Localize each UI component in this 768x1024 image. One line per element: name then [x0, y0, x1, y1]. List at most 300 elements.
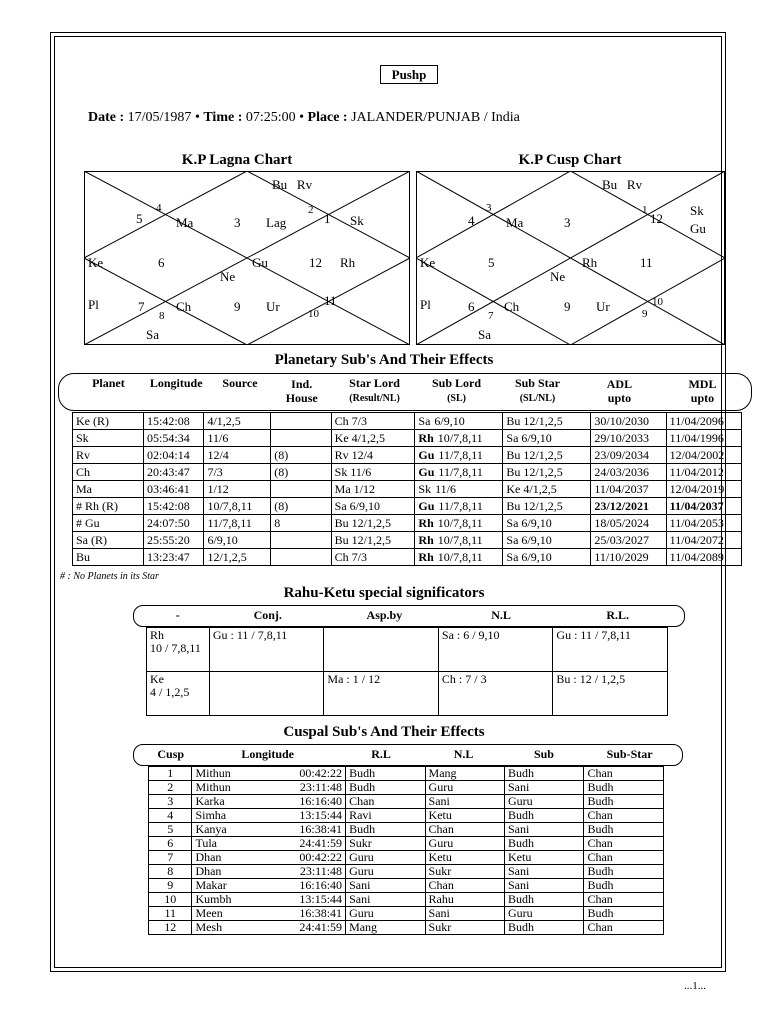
table-cell: Bu 12/1,2,5: [331, 532, 415, 549]
table-cell: Sani: [505, 879, 584, 893]
lagna-house-num: 10: [308, 308, 319, 320]
table-cell: Ke 4/1,2,5: [503, 481, 591, 498]
table-cell: 11/6: [204, 430, 271, 447]
lagna-planets: Sa: [146, 327, 159, 342]
col-adl: ADL upto: [606, 377, 633, 405]
cusp-house-num: 11: [640, 255, 653, 270]
lagna-house-num: 5: [136, 211, 143, 226]
table-cell: 11/04/2096: [666, 413, 741, 430]
table-cell: 11/04/2012: [666, 464, 741, 481]
cusp-house-num: 12: [650, 211, 663, 226]
table-cell: 24:07:50: [144, 515, 204, 532]
cusp-house-num: 10: [652, 296, 663, 308]
sub-lord-name: Rh: [418, 549, 434, 564]
cusp-planets: Sa: [478, 327, 491, 342]
table-cell: 16:16:40: [275, 795, 345, 809]
table-cell: Sa 6/9,10: [503, 515, 591, 532]
table-cell: # Rh (R): [73, 498, 144, 515]
table-cell: Rahu: [425, 893, 504, 907]
table-cell: Guru: [425, 837, 504, 851]
table-cell: Budh: [505, 893, 584, 907]
cusp-planets: Sk: [690, 203, 704, 218]
col-aspby: Asp.by: [366, 608, 403, 622]
table-row: [149, 879, 664, 893]
table-cell: 18/05/2024: [591, 515, 666, 532]
lagna-planets: Gu: [252, 255, 268, 270]
sub-lord-name: Gu: [418, 464, 435, 479]
table-cell: 23/09/2034: [591, 447, 666, 464]
sub-lord-cell: [415, 413, 503, 430]
lagna-chart-title: K.P Lagna Chart: [181, 152, 293, 168]
table-row: [73, 549, 742, 566]
cusp-house-num: 7: [488, 310, 494, 322]
table-cell: 12/04/2019: [666, 481, 741, 498]
table-row: [149, 823, 664, 837]
table-cell: Ma : 1 / 12: [324, 672, 438, 716]
table-cell: 11/04/1996: [666, 430, 741, 447]
sub-lord-houses: 11/7,8,11: [438, 464, 483, 479]
table-cell: 4: [149, 809, 192, 823]
time-label: Time :: [203, 110, 243, 125]
table-cell: Chan: [425, 879, 504, 893]
cusp-house-num: 6: [468, 299, 475, 314]
place-label: Place :: [307, 110, 348, 125]
table-cell: Budh: [584, 865, 664, 879]
lagna-house-num: 1: [324, 211, 331, 226]
table-cell: Sani: [346, 893, 425, 907]
sub-lord-name: Rh: [418, 515, 434, 530]
node-cell: [147, 672, 210, 716]
table-cell: Sani: [346, 879, 425, 893]
table-cell: Bu 12/1,2,5: [503, 447, 591, 464]
table-cell: 6: [149, 837, 192, 851]
cusp-house-num: 3: [564, 215, 571, 230]
lagna-planets: Rh: [340, 255, 356, 270]
cusp-planets: Pl: [420, 297, 431, 312]
table-cell: 12: [149, 921, 192, 935]
table-cell: Ch 7/3: [331, 413, 415, 430]
table-cell: [271, 481, 331, 498]
table-cell: Ketu: [425, 809, 504, 823]
table-cell: Chan: [584, 809, 664, 823]
table-cell: (8): [271, 498, 331, 515]
table-cell: Sk: [73, 430, 144, 447]
table-cell: Sa 6/9,10: [331, 498, 415, 515]
sub-lord-houses: 10/7,8,11: [437, 515, 483, 530]
table-cell: 7/3: [204, 464, 271, 481]
table-cell: 20:43:47: [144, 464, 204, 481]
table-cell: 9: [149, 879, 192, 893]
lagna-house-num: 2: [308, 204, 314, 216]
table-cell: 8: [149, 865, 192, 879]
table-row: [73, 532, 742, 549]
table-cell: Guru: [505, 907, 584, 921]
table-cell: Budh: [505, 809, 584, 823]
table-cell: 11/04/2037: [591, 481, 666, 498]
rahu-ketu-title: Rahu-Ketu special significators: [283, 585, 485, 601]
table-row: [147, 672, 668, 716]
table-row: [73, 464, 742, 481]
table-cell: Ch 7/3: [331, 549, 415, 566]
table-cell: 11: [149, 907, 192, 921]
table-cell: Bu 12/1,2,5: [503, 464, 591, 481]
lagna-chart: [84, 171, 410, 345]
table-cell: 25/03/2027: [591, 532, 666, 549]
table-cell: 24:41:59: [275, 837, 345, 851]
table-cell: Sani: [505, 865, 584, 879]
cuspal-table: [148, 766, 664, 935]
sub-lord-houses: 6/9,10: [434, 413, 465, 428]
lagna-house-num: 7: [138, 299, 145, 314]
table-cell: Rv 12/4: [331, 447, 415, 464]
table-cell: 4/1,2,5: [204, 413, 271, 430]
col-sub-star: Sub-Star: [606, 747, 653, 761]
sub-lord-name: Rh: [418, 532, 434, 547]
sub-lord-houses: 10/7,8,11: [437, 532, 483, 547]
cusp-chart: [416, 171, 725, 345]
sub-lord-name: Gu: [418, 498, 435, 513]
table-cell: Budh: [505, 921, 584, 935]
table-cell: Budh: [346, 781, 425, 795]
table-cell: 13:15:44: [275, 809, 345, 823]
col-conj: Conj.: [253, 608, 282, 622]
cusp-planets: Bu Rv: [602, 177, 643, 192]
table-cell: Rv: [73, 447, 144, 464]
col-longitude: Longitude: [241, 747, 294, 761]
node-name: Ke: [150, 672, 164, 686]
table-cell: Guru: [346, 907, 425, 921]
planetary-header: [74, 376, 744, 406]
lagna-planets: Pl: [88, 297, 99, 312]
table-cell: Mang: [425, 767, 504, 781]
table-cell: [324, 628, 438, 672]
table-cell: Chan: [584, 921, 664, 935]
col-rl: R.L: [371, 747, 391, 761]
table-cell: Budh: [346, 823, 425, 837]
lagna-planets: Ke: [88, 255, 104, 270]
table-cell: Bu 12/1,2,5: [503, 498, 591, 515]
sub-lord-cell: [415, 430, 503, 447]
sub-lord-cell: [415, 549, 503, 566]
sub-lord-houses: 11/6: [435, 481, 456, 496]
table-cell: 15:42:08: [144, 498, 204, 515]
table-cell: 2: [149, 781, 192, 795]
table-cell: Dhan: [192, 851, 275, 865]
table-cell: Sukr: [425, 865, 504, 879]
table-cell: 13:15:44: [275, 893, 345, 907]
sub-lord-cell: [415, 481, 503, 498]
table-cell: Bu: [73, 549, 144, 566]
col-ind-house: Ind. House: [285, 377, 318, 405]
node-cell: [147, 628, 210, 672]
table-cell: 3: [149, 795, 192, 809]
table-cell: Budh: [505, 767, 584, 781]
table-cell: Sani: [505, 823, 584, 837]
sub-lord-cell: [415, 515, 503, 532]
table-cell: Mang: [346, 921, 425, 935]
sub-lord-cell: [415, 532, 503, 549]
cusp-planets: Ke: [420, 255, 436, 270]
table-cell: Chan: [425, 823, 504, 837]
lagna-planets: Bu Rv: [272, 177, 313, 192]
cusp-house-num: 9: [564, 299, 571, 314]
table-cell: Gu : 11 / 7,8,11: [209, 628, 324, 672]
table-cell: Sukr: [425, 921, 504, 935]
table-cell: Ketu: [505, 851, 584, 865]
col-mdl: MDL upto: [688, 377, 717, 405]
table-cell: [271, 549, 331, 566]
table-cell: 11/7,8,11: [204, 515, 271, 532]
table-row: [149, 921, 664, 935]
table-cell: 11/04/2072: [666, 532, 741, 549]
cusp-house-num: 9: [642, 308, 648, 320]
col-nl: N.L: [491, 608, 511, 622]
table-cell: 03:46:41: [144, 481, 204, 498]
table-row: [149, 893, 664, 907]
table-cell: 11/04/2037: [666, 498, 741, 515]
table-cell: Sk 11/6: [331, 464, 415, 481]
table-cell: Chan: [584, 893, 664, 907]
place-value: JALANDER/PUNJAB / India: [351, 110, 520, 125]
table-cell: 8: [271, 515, 331, 532]
lagna-house-num: 3: [234, 215, 241, 230]
cusp-house-num: 5: [488, 255, 495, 270]
table-cell: Budh: [346, 767, 425, 781]
table-cell: Bu 12/1,2,5: [503, 413, 591, 430]
lagna-house-num: 6: [158, 255, 165, 270]
table-cell: Budh: [584, 879, 664, 893]
table-cell: 23/12/2021: [591, 498, 666, 515]
table-cell: Ketu: [425, 851, 504, 865]
page-number: ...1...: [684, 980, 706, 992]
table-cell: 10: [149, 893, 192, 907]
table-cell: Dhan: [192, 865, 275, 879]
lagna-house-num: 8: [159, 310, 165, 322]
lagna-planets: Ch: [176, 299, 192, 314]
lagna-house-num: 9: [234, 299, 241, 314]
cusp-planets: Gu: [690, 221, 706, 236]
cuspal-title: Cuspal Sub's And Their Effects: [283, 724, 485, 740]
date-value: 17/05/1987: [127, 110, 192, 125]
table-cell: 15:42:08: [144, 413, 204, 430]
separator: •: [299, 110, 305, 125]
table-cell: 02:04:14: [144, 447, 204, 464]
table-cell: 23:11:48: [275, 865, 345, 879]
col-nl: N.L: [453, 747, 474, 761]
table-cell: Sukr: [346, 837, 425, 851]
lagna-planets: Ne: [220, 269, 236, 284]
cusp-planets: Ch: [504, 299, 520, 314]
table-cell: # Gu: [73, 515, 144, 532]
lagna-planets: Sk: [350, 213, 364, 228]
node-houses: 4 / 1,2,5: [150, 685, 190, 699]
table-row: [73, 447, 742, 464]
lagna-house-num: 11: [324, 293, 337, 308]
table-cell: Chan: [584, 837, 664, 851]
table-cell: Chan: [346, 795, 425, 809]
table-cell: 10/7,8,11: [204, 498, 271, 515]
table-cell: Guru: [346, 865, 425, 879]
table-cell: 6/9,10: [204, 532, 271, 549]
table-cell: Meen: [192, 907, 275, 921]
table-cell: Ke 4/1,2,5: [331, 430, 415, 447]
table-cell: Sa (R): [73, 532, 144, 549]
table-row: [149, 809, 664, 823]
time-value: 07:25:00: [245, 110, 296, 125]
table-row: [149, 851, 664, 865]
table-cell: 00:42:22: [275, 851, 345, 865]
cusp-house-num: 4: [468, 213, 475, 228]
col-longitude: Longitude: [149, 376, 203, 390]
col-sub-star: Sub Star (SL/NL): [514, 376, 560, 404]
table-cell: Guru: [346, 851, 425, 865]
table-cell: 24:41:59: [275, 921, 345, 935]
table-cell: 25:55:20: [144, 532, 204, 549]
table-cell: Kumbh: [192, 893, 275, 907]
table-row: [149, 767, 664, 781]
col-cusp: Cusp: [157, 747, 185, 761]
date-label: Date :: [88, 110, 125, 125]
table-cell: 7: [149, 851, 192, 865]
sub-lord-cell: [415, 464, 503, 481]
table-cell: [271, 413, 331, 430]
table-cell: [271, 430, 331, 447]
table-cell: 29/10/2033: [591, 430, 666, 447]
table-cell: 13:23:47: [144, 549, 204, 566]
separator: •: [194, 110, 200, 125]
sub-lord-name: Sk: [418, 481, 432, 496]
table-cell: Makar: [192, 879, 275, 893]
table-cell: 00:42:22: [275, 767, 345, 781]
table-cell: 16:16:40: [275, 879, 345, 893]
cusp-planets: Ur: [596, 299, 610, 314]
table-row: [149, 907, 664, 921]
col-rl: R.L.: [606, 608, 629, 622]
sub-lord-name: Rh: [418, 430, 434, 445]
table-cell: [209, 672, 324, 716]
cusp-chart-title: K.P Cusp Chart: [518, 152, 622, 168]
table-cell: 11/10/2029: [591, 549, 666, 566]
table-cell: 16:38:41: [275, 907, 345, 921]
table-row: [147, 628, 668, 672]
table-cell: 30/10/2030: [591, 413, 666, 430]
table-row: [73, 481, 742, 498]
col-source: Source: [222, 376, 258, 390]
cuspal-header: [146, 747, 676, 761]
lagna-planets: Ma: [176, 215, 194, 230]
table-cell: Budh: [584, 795, 664, 809]
table-cell: 11/04/2053: [666, 515, 741, 532]
table-cell: Ma: [73, 481, 144, 498]
sub-lord-name: Sa: [418, 413, 431, 428]
cusp-planets: Rh: [582, 255, 598, 270]
table-cell: Sani: [425, 795, 504, 809]
cusp-planets: Ma: [506, 215, 524, 230]
col-sub-lord: Sub Lord (SL): [432, 376, 482, 404]
sub-lord-cell: [415, 498, 503, 515]
sub-lord-houses: 10/7,8,11: [437, 549, 483, 564]
sub-lord-name: Gu: [418, 447, 435, 462]
table-cell: Karka: [192, 795, 275, 809]
planetary-table: [72, 412, 742, 566]
table-cell: Sa 6/9,10: [503, 532, 591, 549]
table-cell: (8): [271, 447, 331, 464]
lagna-planets: Lag: [266, 215, 287, 230]
table-row: [149, 781, 664, 795]
table-cell: Gu : 11 / 7,8,11: [553, 628, 668, 672]
table-cell: 11/04/2089: [666, 549, 741, 566]
planetary-note: # : No Planets in its Star: [60, 571, 159, 582]
table-cell: Budh: [584, 781, 664, 795]
col-planet: Planet: [92, 376, 125, 390]
table-cell: 24/03/2036: [591, 464, 666, 481]
lagna-planets: Ur: [266, 299, 280, 314]
table-cell: Mithun: [192, 767, 275, 781]
table-cell: 12/04/2002: [666, 447, 741, 464]
rahu-ketu-header: [146, 608, 676, 622]
node-name: Rh: [150, 628, 165, 642]
table-cell: Ch: [73, 464, 144, 481]
sub-lord-houses: 11/7,8,11: [438, 447, 483, 462]
table-cell: 16:38:41: [275, 823, 345, 837]
table-cell: Chan: [584, 767, 664, 781]
table-cell: 23:11:48: [275, 781, 345, 795]
table-cell: 12/1,2,5: [204, 549, 271, 566]
native-name: Pushp: [380, 65, 438, 84]
lagna-house-num: 4: [156, 202, 162, 214]
sub-lord-houses: 11/7,8,11: [438, 498, 483, 513]
table-cell: Sa : 6 / 9,10: [438, 628, 553, 672]
col-sub: Sub: [533, 747, 554, 761]
table-cell: Bu 12/1,2,5: [331, 515, 415, 532]
table-cell: Mithun: [192, 781, 275, 795]
table-cell: 1: [149, 767, 192, 781]
table-cell: Bu : 12 / 1,2,5: [553, 672, 668, 716]
lagna-house-num: 12: [309, 255, 322, 270]
table-cell: 1/12: [204, 481, 271, 498]
table-cell: Guru: [425, 781, 504, 795]
table-cell: Sa 6/9,10: [503, 430, 591, 447]
table-cell: Ch : 7 / 3: [438, 672, 553, 716]
table-cell: Sa 6/9,10: [503, 549, 591, 566]
table-cell: Kanya: [192, 823, 275, 837]
col-star-lord: Star Lord (Result/NL): [349, 376, 400, 404]
table-cell: Budh: [584, 907, 664, 921]
cusp-planets: Ne: [550, 269, 566, 284]
table-row: [73, 498, 742, 515]
sub-lord-houses: 10/7,8,11: [437, 430, 483, 445]
table-row: [73, 413, 742, 430]
table-cell: Budh: [505, 837, 584, 851]
table-row: [149, 865, 664, 879]
table-cell: 5: [149, 823, 192, 837]
table-cell: 05:54:34: [144, 430, 204, 447]
table-row: [73, 515, 742, 532]
table-cell: Mesh: [192, 921, 275, 935]
table-cell: Ke (R): [73, 413, 144, 430]
rahu-ketu-table: [146, 627, 668, 716]
planetary-title: Planetary Sub's And Their Effects: [274, 352, 494, 368]
cusp-house-num: 1: [642, 204, 648, 216]
table-row: [149, 837, 664, 851]
node-houses: 10 / 7,8,11: [150, 641, 201, 655]
table-cell: (8): [271, 464, 331, 481]
table-cell: Tula: [192, 837, 275, 851]
table-cell: Simha: [192, 809, 275, 823]
col-node: -: [175, 608, 180, 622]
cusp-house-num: 3: [486, 202, 492, 214]
sub-lord-cell: [415, 447, 503, 464]
